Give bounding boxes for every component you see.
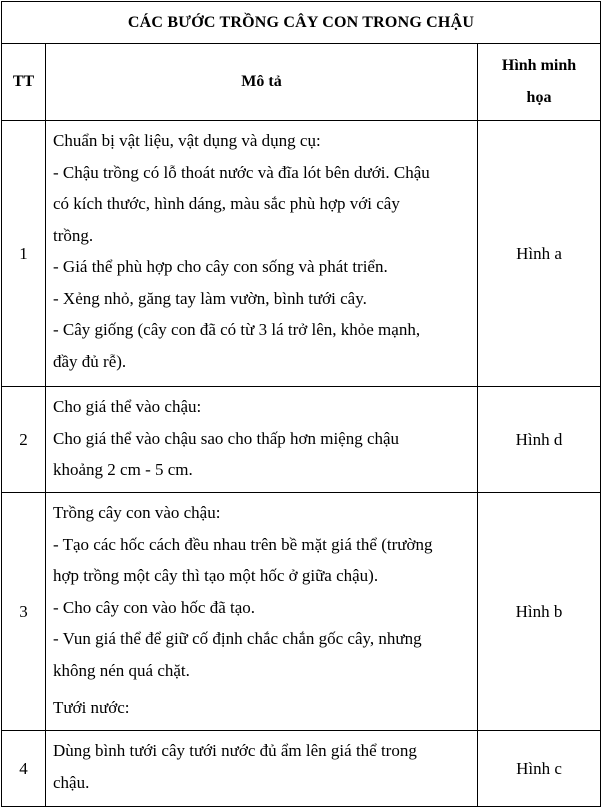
step-description: [46, 387, 478, 493]
description-line: Trồng cây con vào chậu:: [53, 503, 221, 522]
step-description: [46, 731, 478, 807]
header-description: Mô tả: [46, 44, 478, 121]
description-line: - Giá thể phù hợp cho cây con sống và phát triển.: [53, 257, 388, 276]
description-line: khoảng 2 cm - 5 cm.: [53, 460, 193, 479]
description-line: Tưới nước:: [53, 698, 130, 717]
table-title: CÁC BƯỚC TRỒNG CÂY CON TRONG CHẬU: [2, 2, 601, 44]
header-illustration-line2: họa: [526, 89, 552, 106]
step-number: 2: [2, 387, 46, 493]
description-line: trồng.: [53, 225, 94, 245]
step-illustration: Hình a: [478, 121, 601, 387]
description-line: không nén quá chặt.: [53, 660, 190, 680]
table-row: [2, 731, 601, 807]
header-illustration-line1: Hình minh: [501, 57, 577, 74]
header-tt: TT: [2, 44, 46, 121]
description-line: - Chậu trồng có lỗ thoát nước và đĩa lót bên dưới. Chậu: [53, 162, 430, 182]
step-description: [46, 121, 478, 387]
description-line: Cho giá thể vào chậu sao cho thấp hơn miệng chậu: [53, 428, 400, 448]
step-number: 3: [2, 493, 46, 731]
description-line: - Cho cây con vào hốc đã tạo.: [53, 597, 256, 617]
description-line: Cho giá thể vào chậu:: [53, 397, 202, 416]
description-line: chậu.: [53, 772, 90, 792]
step-description: [46, 493, 478, 731]
description-line: hợp trồng một cây thì tạo một hốc ở giữa chậu).: [53, 566, 379, 585]
header-row: [2, 44, 601, 121]
description-line: Chuẩn bị vật liệu, vật dụng và dụng cụ:: [53, 131, 321, 150]
step-number: 1: [2, 121, 46, 387]
description-line: - Cây giống (cây con đã có từ 3 lá trở lên, khỏe mạnh,: [53, 320, 421, 339]
description-line: - Xẻng nhỏ, găng tay làm vườn, bình tưới cây.: [53, 288, 367, 308]
step-illustration: Hình c: [478, 731, 601, 807]
description-line: có kích thước, hình dáng, màu sắc phù hợp với cây: [53, 194, 400, 213]
planting-steps-table: [1, 1, 601, 807]
step-illustration: Hình d: [478, 387, 601, 493]
table-row: [2, 121, 601, 387]
table-row: [2, 387, 601, 493]
description-line: đầy đủ rễ).: [53, 351, 127, 371]
step-illustration: Hình b: [478, 493, 601, 731]
description-line: - Vun giá thể để giữ cố định chắc chắn gốc cây, nhưng: [53, 629, 422, 648]
step-number: 4: [2, 731, 46, 807]
description-line: - Tạo các hốc cách đều nhau trên bề mặt giá thể (trường: [53, 534, 433, 554]
table-row: [2, 493, 601, 731]
description-line: Dùng bình tưới cây tưới nước đủ ẩm lên giá thể trong: [53, 741, 417, 760]
title-row: [2, 2, 601, 44]
header-illustration: [478, 44, 601, 121]
